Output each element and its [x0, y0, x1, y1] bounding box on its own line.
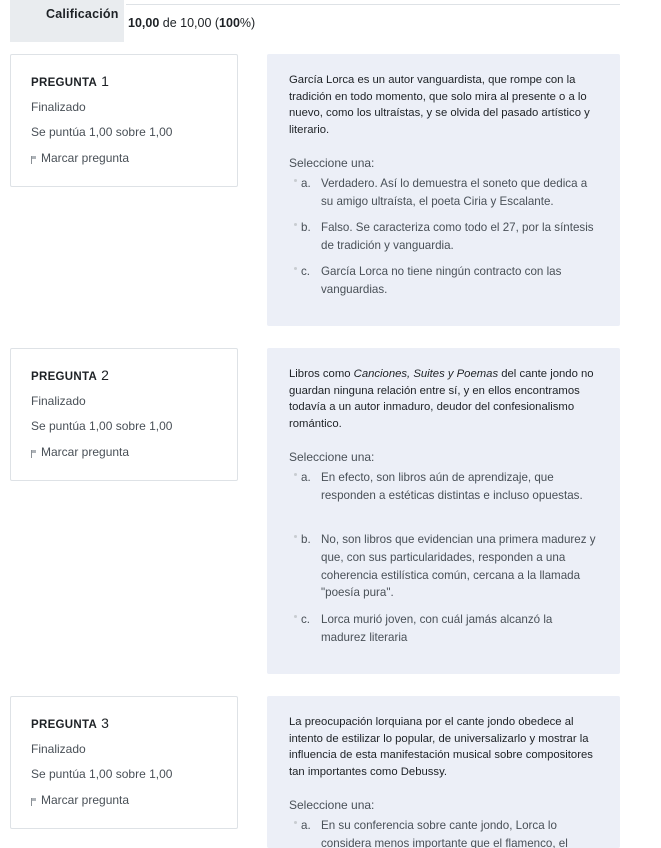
- grade-of: de 10,00 (: [159, 16, 220, 30]
- question-info-3: [10, 696, 238, 829]
- question-number-value: 2: [101, 367, 110, 383]
- question-label: PREGUNTA: [31, 719, 98, 731]
- answer-letter: c.: [301, 265, 311, 278]
- book-titles: Canciones, Suites y Poemas: [353, 368, 499, 380]
- question-content-2: [267, 348, 620, 674]
- answer-text: Lorca murió joven, con cuál jamás alcanzó la madurez literaria: [321, 613, 553, 644]
- grade-percent: 100: [219, 16, 240, 30]
- radio-icon[interactable]: [289, 531, 301, 602]
- grade-label: Calificación: [46, 7, 119, 21]
- flag-question-label: Marcar pregunta: [41, 445, 130, 459]
- question-number-value: 1: [101, 73, 110, 89]
- radio-icon[interactable]: [289, 817, 301, 848]
- answer-text: En su conferencia sobre cante jondo, Lorca lo considera menos importante que el flamenco, el: [321, 819, 568, 848]
- flag-icon: [31, 450, 37, 458]
- answer-prompt: Seleccione una:: [289, 156, 375, 170]
- question-text: [289, 366, 601, 432]
- answer-text: En efecto, son libros aún de aprendizaje, que responden a estéticas distintas e incluso opuestas.: [321, 471, 583, 502]
- radio-icon[interactable]: [289, 263, 301, 299]
- answer-letter: a.: [301, 471, 311, 484]
- question-grade: Se puntúa 1,00 sobre 1,00: [31, 125, 173, 139]
- question-label: PREGUNTA: [31, 77, 98, 89]
- flag-question-label: Marcar pregunta: [41, 151, 130, 165]
- answer-option-a[interactable]: [289, 175, 599, 211]
- question-text-start: Libros como: [289, 368, 354, 380]
- question-grade: Se puntúa 1,00 sobre 1,00: [31, 419, 173, 433]
- answer-option-c[interactable]: [289, 611, 599, 647]
- answer-letter: a.: [301, 819, 311, 832]
- question-number: [31, 73, 109, 89]
- question-number-value: 3: [101, 715, 110, 731]
- question-content-1: [267, 54, 620, 326]
- answer-prompt: Seleccione una:: [289, 450, 375, 464]
- grade-close: %): [239, 16, 256, 30]
- question-number: [31, 367, 109, 383]
- flag-question-link[interactable]: [31, 793, 129, 807]
- answer-letter: b.: [301, 533, 311, 546]
- radio-icon[interactable]: [289, 611, 301, 647]
- answer-option-a[interactable]: [289, 817, 599, 848]
- answer-option-a[interactable]: [289, 469, 599, 505]
- grade-label-cell: [10, 0, 124, 42]
- flag-icon: [31, 798, 37, 806]
- question-state: Finalizado: [31, 100, 86, 114]
- flag-question-link[interactable]: [31, 445, 129, 459]
- question-state: Finalizado: [31, 394, 86, 408]
- question-text: La preocupación lorquiana por el cante jondo obedece al intento de estilizar lo popular, de universalizarlo y mostrar la influencia de esta manifestación musical sobre compositores tan importantes como Debussy.: [289, 716, 593, 778]
- question-content-3: [267, 696, 620, 848]
- radio-icon[interactable]: [289, 219, 301, 255]
- question-info-2: [10, 348, 238, 481]
- answer-option-b[interactable]: [289, 531, 599, 602]
- grade-row: [0, 0, 661, 42]
- question-text-end: del cante jondo no guardan ninguna relación entre sí, y en ellos encontramos todavía a un autor inmaduro, deudor del confesionalismo romántico.: [289, 368, 594, 430]
- flag-question-link[interactable]: [31, 151, 129, 165]
- grade-value: [128, 16, 255, 30]
- question-info-1: [10, 54, 238, 187]
- question-text: García Lorca es un autor vanguardista, que rompe con la tradición en todo momento, que solo mira al presente o a lo nuevo, como los ultraístas, y se olvida del pasado artístico y literario.: [289, 74, 590, 136]
- grade-score: 10,00: [128, 16, 160, 30]
- question-number: [31, 715, 109, 731]
- answer-text: Verdadero. Así lo demuestra el soneto que dedica a su amigo ultraísta, el poeta Ciria y Escalante.: [321, 177, 588, 208]
- answer-text: García Lorca no tiene ningún contracto con las vanguardias.: [321, 265, 562, 296]
- radio-icon[interactable]: [289, 175, 301, 211]
- question-label: PREGUNTA: [31, 371, 98, 383]
- answer-prompt: Seleccione una:: [289, 798, 375, 812]
- answer-letter: a.: [301, 177, 311, 190]
- answer-text: No, son libros que evidencian una primera madurez y que, con sus particularidades, responden a una coherencia estilística común, cercana a la llamada "poesía pura".: [321, 533, 596, 600]
- answer-text: Falso. Se caracteriza como todo el 27, por la síntesis de tradición y vanguardia.: [321, 221, 594, 252]
- question-grade: Se puntúa 1,00 sobre 1,00: [31, 767, 173, 781]
- flag-icon: [31, 156, 37, 164]
- question-state: Finalizado: [31, 742, 86, 756]
- flag-question-label: Marcar pregunta: [41, 793, 130, 807]
- answer-letter: b.: [301, 221, 311, 234]
- answer-option-b[interactable]: [289, 219, 599, 255]
- answer-option-c[interactable]: [289, 263, 599, 299]
- answer-letter: c.: [301, 613, 311, 626]
- radio-icon[interactable]: [289, 469, 301, 505]
